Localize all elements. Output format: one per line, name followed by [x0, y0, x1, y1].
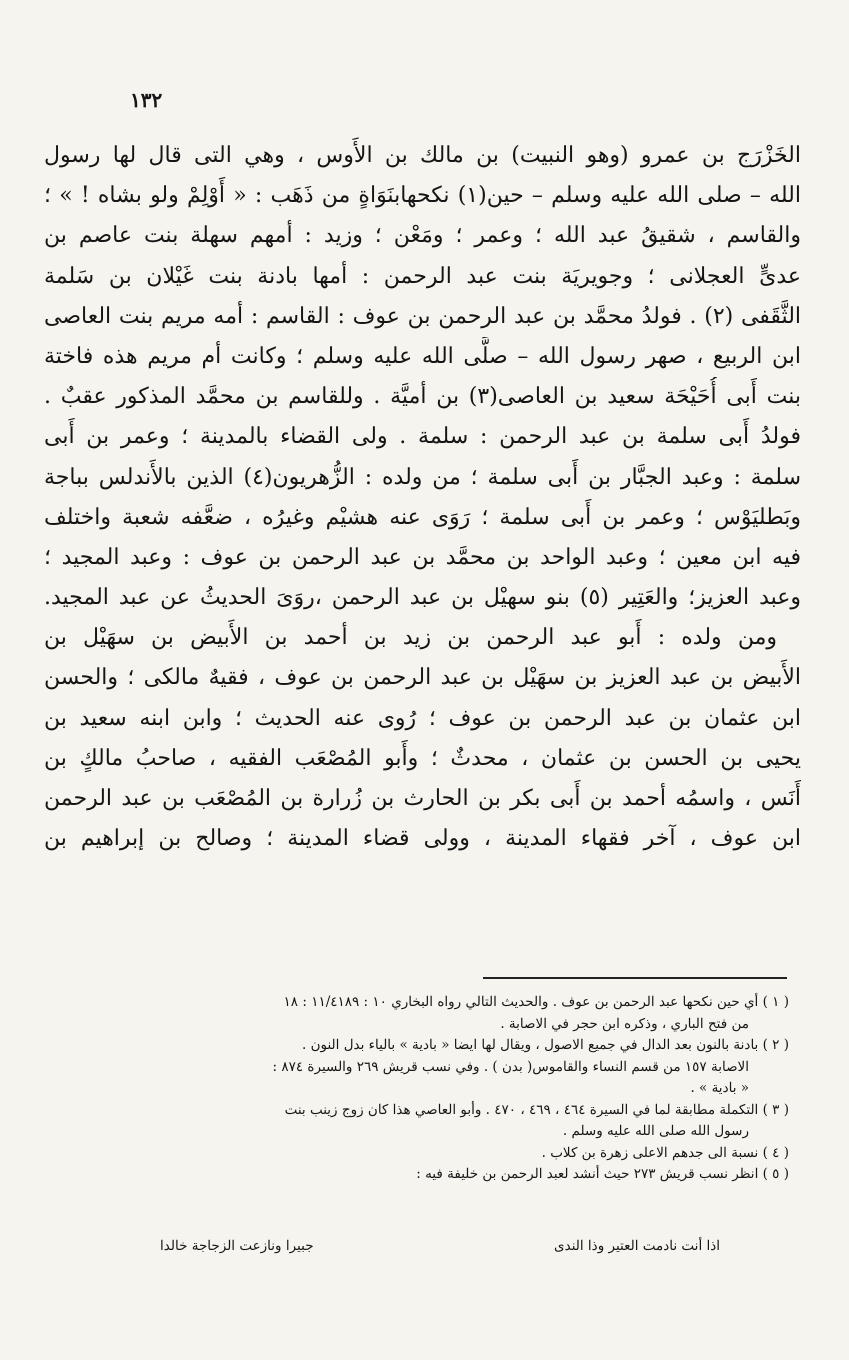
text-line: عدىٍّ العجلانى ؛ وجويريَة بنت عبد الرحمن : أمها بادنة بنت غَيْلان بن سَلمة — [44, 263, 801, 289]
footnote-line: ( ١ ) أي حين نكحها عبد الرحمن بن عوف . والحديث التالي رواه البخاري ١٠ : ١١/٤١٨٩ : ١٨ — [283, 994, 789, 1010]
footnote-line: الاصابة ١٥٧ من قسم النساء والقاموس( بدن ) . وفي نسب قريش ٢٦٩ والسيرة ٨٧٤ : — [272, 1058, 749, 1075]
text-line: الخَزْرَج بن عمرو (وهو النبيت) بن مالك بن الأَوس ، وهي التى قال لها رسول — [44, 143, 801, 168]
main-text — [44, 136, 801, 859]
footnote-line: ( ٢ ) بادنة بالنون بعد الدال في جميع الاصول ، ويقال لها ايضا « بادية » بالياء بدل النون . — [302, 1037, 789, 1053]
verse-second-hemistich: جبيرا ونازعت الزجاجة خالدا — [160, 1238, 314, 1254]
paragraph-start-line: ومن ولده : أَبو عبد الرحمن بن زيد بن أحمد بن الأَبيض بن سهَيْل بن — [44, 625, 777, 651]
footnote-divider — [483, 977, 787, 979]
page-number: ١٣٢ — [130, 88, 163, 112]
text-line: الله – صلى الله عليه وسلم – حين(١) نكحهابنَوَاةٍ من ذَهَب : « أَوْلِمْ ولو بشاه ! » ؛ — [44, 183, 801, 209]
verse-first-hemistich: اذا أنت نادمت العتير وذا الندى — [554, 1238, 720, 1254]
footnote-line: من فتح الباري ، وذكره ابن حجر في الاصابة . — [500, 1015, 749, 1032]
poetry-verse — [160, 1238, 720, 1254]
footnote-line: رسول الله صلى الله عليه وسلم . — [562, 1123, 749, 1139]
text-line: ابن عثمان بن عبد الرحمن بن عوف ؛ رُوى عنه الحديث ؛ وابن ابنه سعيد بن — [44, 705, 801, 731]
text-line: أَنَس ، واسمُه أحمد بن أَبى بكر بن الحارث بن زُرارة بن المُصْعَب بن عبد الرحمن — [44, 786, 801, 811]
footnote-line: « بادية » . — [690, 1080, 749, 1096]
text-line: سلمة : وعبد الجبَّار بن أَبى سلمة ؛ من ولده : الزُّهريون(٤) الذين بالأَندلس بباجة — [44, 464, 801, 490]
footnote-line: ( ٥ ) انظر نسب قريش ٢٧٣ حيث أنشد لعبد الرحمن بن خليفة فيه : — [416, 1166, 789, 1182]
text-line: يحيى بن الحسن بن عثمان ، محدثٌ ؛ وأَبو المُصْعَب الفقيه ، صاحبُ مالكٍ بن — [44, 745, 801, 771]
text-line: فولدُ أَبى سلمة بن عبد الرحمن : سلمة . ولى القضاء بالمدينة ؛ وعمر بن أَبى — [44, 424, 801, 450]
text-line: وبَطليَوْس ؛ وعمر بن أَبى سلمة ؛ رَوَى عنه هشيْم وغيرُه ، ضعَّفه شعبة واختلف — [44, 504, 801, 530]
text-line: فيه ابن معين ؛ وعبد الواحد بن محمَّد بن عبد الرحمن بن عوف : وعبد المجيد ؛ — [44, 544, 801, 570]
footnote-line: ( ٤ ) نسبة الى جدهم الاعلى زهرة بن كلاب . — [541, 1144, 789, 1161]
text-line: الثَّقَفى (٢) . فولدُ محمَّد بن عبد الرحمن بن عوف : القاسم : أمه مريم بنت العاصى — [44, 303, 801, 329]
text-line: ابن الربيع ، صهر رسول الله – صلَّى الله عليه وسلم ؛ وكانت أم مريم هذه فاختة — [44, 343, 801, 369]
text-line: بنت أَبى أُحَيْحَة سعيد بن العاصى(٣) بن أميَّة . وللقاسم بن محمَّد المذكور عقبٌ . — [44, 384, 801, 410]
text-line: والقاسم ، شقيقُ عبد الله ؛ وعمر ؛ ومَعْن ؛ وزيد : أمهم سهلة بنت عاصم بن — [44, 223, 801, 249]
text-line: الأَبيض بن عبد العزيز بن سهَيْل بن عبد الرحمن بن عوف ، فقيهٌ مالكى ؛ والحسن — [44, 665, 801, 691]
footnotes — [52, 992, 789, 1186]
text-line: ابن عوف ، آخر فقهاء المدينة ، وولى قضاء المدينة ؛ وصالح بن إبراهيم بن — [44, 826, 801, 852]
text-line: وعبد العزيز؛ والعَتِير (٥) بنو سهيْل بن عبد الرحمن ،روَىَ الحديثُ عن عبد المجيد. — [44, 585, 801, 611]
footnote-line: ( ٣ ) التكملة مطابقة لما في السيرة ٤٦٤ ، ٤٦٩ ، ٤٧٠ . وأبو العاصي هذا كان زوج زينب بنت — [284, 1101, 789, 1118]
